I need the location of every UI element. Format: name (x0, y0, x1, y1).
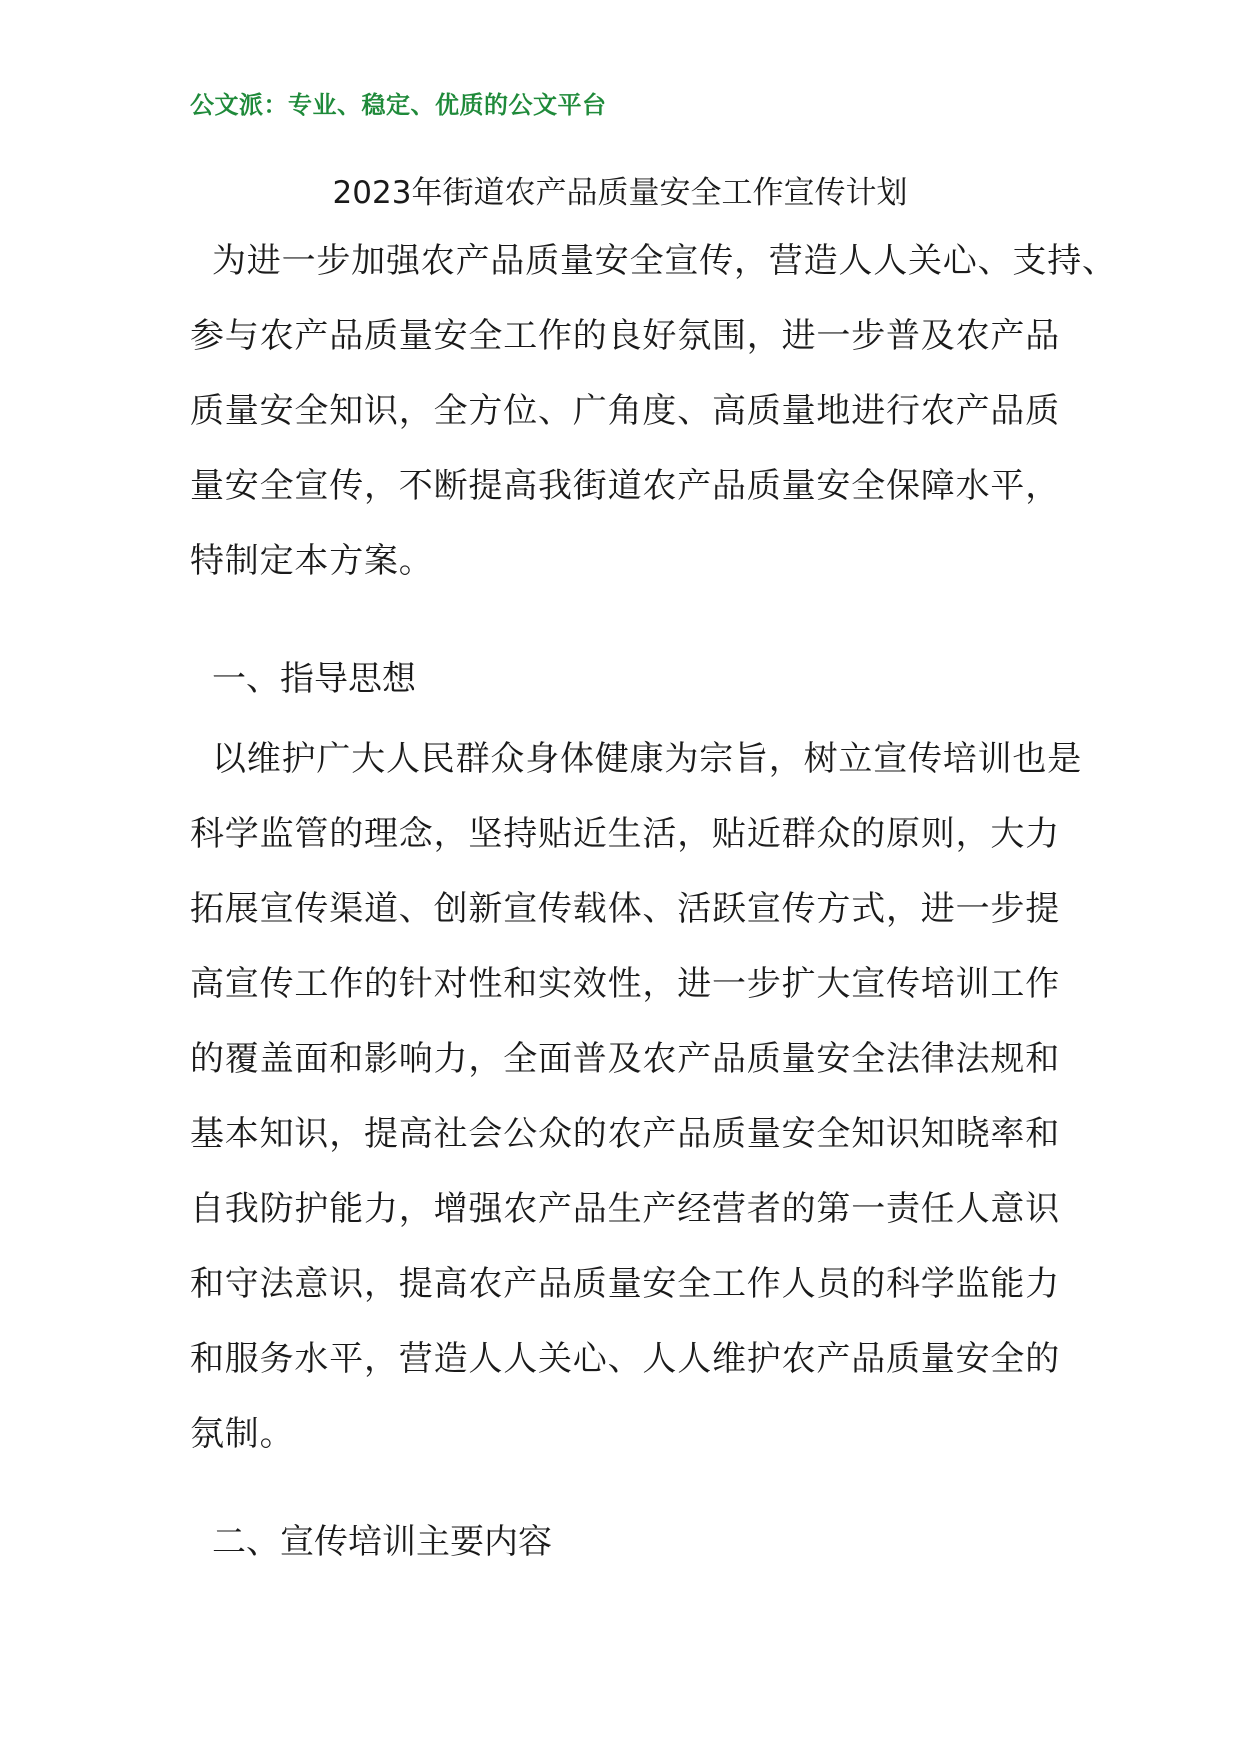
paragraph-line: 科学监管的理念，坚持贴近生活，贴近群众的原则，大力 (190, 814, 1060, 854)
paragraph-line: 特制定本方案。 (190, 541, 434, 581)
paragraph-line: 以维护广大人民群众身体健康为宗旨，树立宣传培训也是 (212, 739, 1082, 779)
document-title: 2023年街道农产品质量安全工作宣传计划 (332, 175, 908, 211)
paragraph-line: 的覆盖面和影响力，全面普及农产品质量安全法律法规和 (190, 1039, 1060, 1079)
paragraph-line: 质量安全知识，全方位、广角度、高质量地进行农产品质 (190, 391, 1060, 431)
paragraph-line: 氛制。 (190, 1414, 295, 1454)
paragraph-line: 拓展宣传渠道、创新宣传载体、活跃宣传方式，进一步提 (190, 889, 1060, 929)
paragraph-line: 为进一步加强农产品质量安全宣传，营造人人关心、支持、 (212, 241, 1117, 281)
guiding-ideology-paragraph (190, 722, 1082, 1472)
paragraph-line: 高宣传工作的针对性和实效性，进一步扩大宣传培训工作 (190, 964, 1060, 1004)
watermark-header: 公文派：专业、稳定、优质的公文平台 (190, 91, 607, 119)
paragraph-line: 自我防护能力，增强农产品生产经营者的第一责任人意识 (190, 1189, 1060, 1229)
paragraph-line: 量安全宣传，不断提高我街道农产品质量安全保障水平， (190, 466, 1060, 506)
section-heading-main-content: 二、宣传培训主要内容 (212, 1522, 552, 1562)
paragraph-line: 基本知识，提高社会公众的农产品质量安全知识知晓率和 (190, 1114, 1060, 1154)
paragraph-line: 和服务水平，营造人人关心、人人维护农产品质量安全的 (190, 1339, 1060, 1379)
paragraph-line: 参与农产品质量安全工作的良好氛围，进一步普及农产品 (190, 316, 1060, 356)
intro-paragraph (190, 224, 1117, 599)
paragraph-line: 和守法意识，提高农产品质量安全工作人员的科学监能力 (190, 1264, 1060, 1304)
section-heading-guiding-ideology: 一、指导思想 (212, 659, 416, 699)
